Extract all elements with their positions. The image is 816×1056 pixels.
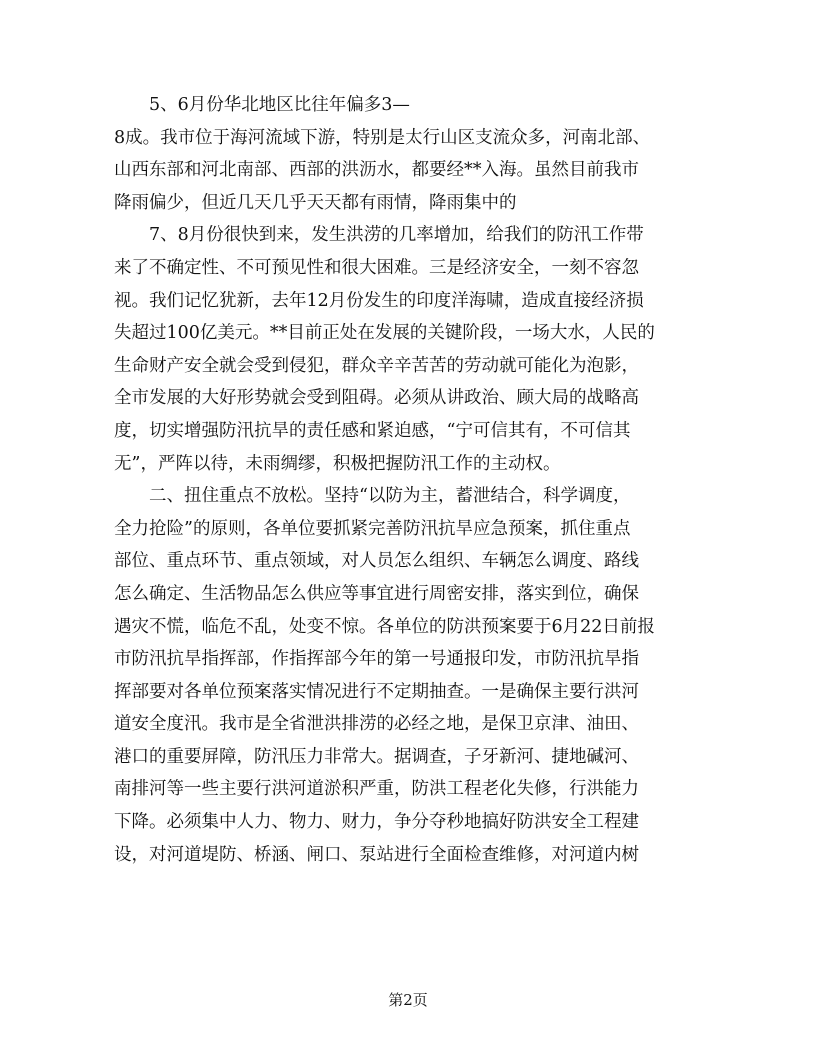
text-line: 度，切实增强防汛抗旱的责任感和紧迫感，“宁可信其有，不可信其 — [114, 420, 631, 441]
text-line: 生命财产安全就会受到侵犯，群众辛辛苦苦的劳动就可能化为泡影， — [114, 355, 639, 376]
text-line: 无”，严阵以待，未雨绸缪，积极把握防汛工作的主动权。 — [114, 453, 561, 474]
text-line: 道安全度汛。我市是全省泄洪排涝的必经之地，是保卫京津、油田、 — [114, 714, 639, 735]
text-line: 南排河等一些主要行洪河道淤积严重，防洪工程老化失修，行洪能力 — [114, 779, 639, 800]
text-line: 港口的重要屏障，防汛压力非常大。据调查，子牙新河、捷地碱河、 — [114, 746, 639, 767]
paragraph — [114, 219, 704, 480]
text-line: 8成。我市位于海河流域下游，特别是太行山区支流众多，河南北部、 — [114, 127, 651, 148]
text-line: 全市发展的大好形势就会受到阻碍。必须从讲政治、顾大局的战略高 — [114, 388, 639, 409]
text-line: 挥部要对各单位预案落实情况进行不定期抽查。一是确保主要行洪河 — [114, 681, 639, 702]
paragraph — [114, 480, 704, 871]
text-line: 设，对河道堤防、桥涵、闸口、泵站进行全面检查维修，对河道内树 — [114, 844, 639, 865]
text-line: 来了不确定性、不可预见性和很大困难。三是经济安全，一刻不容忽 — [114, 257, 639, 278]
text-line: 下降。必须集中人力、物力、财力，争分夺秒地搞好防洪安全工程建 — [114, 812, 639, 833]
text-line: 降雨偏少，但近几天几乎天天都有雨情，降雨集中的 — [114, 192, 517, 213]
text-line: 部位、重点环节、重点领域，对人员怎么组织、车辆怎么调度、路线 — [114, 551, 639, 572]
text-line: 5、6月份华北地区比往年偏多3— — [149, 95, 410, 115]
text-line: 遇灾不慌，临危不乱，处变不惊。各单位的防洪预案要于6月22日前报 — [114, 616, 655, 637]
text-line: 失超过100亿美元。**目前正处在发展的关键阶段，一场大水，人民的 — [114, 323, 655, 344]
paragraph — [114, 122, 704, 220]
text-line: 全力抢险”的原则，各单位要抓紧完善防汛抗旱应急预案，抓住重点 — [114, 518, 631, 539]
document-body — [114, 89, 704, 871]
text-line: 二、扭住重点不放松。坚持“以防为主，蓄泄结合，科学调度， — [149, 486, 631, 507]
text-line: 7、8月份很快到来，发生洪涝的几率增加，给我们的防汛工作带 — [149, 225, 644, 246]
text-line: 视。我们记忆犹新，去年12月份发生的印度洋海啸，造成直接经济损 — [114, 290, 644, 311]
paragraph — [114, 89, 704, 122]
text-line: 山西东部和河北南部、西部的洪沥水，都要经**入海。虽然目前我市 — [114, 160, 639, 181]
text-line: 市防汛抗旱指挥部，作指挥部今年的第一号通报印发，市防汛抗旱指 — [114, 649, 639, 670]
page-number: 第2页 — [388, 991, 428, 1009]
text-line: 怎么确定、生活物品怎么供应等事宜进行周密安排，落实到位，确保 — [114, 583, 639, 604]
